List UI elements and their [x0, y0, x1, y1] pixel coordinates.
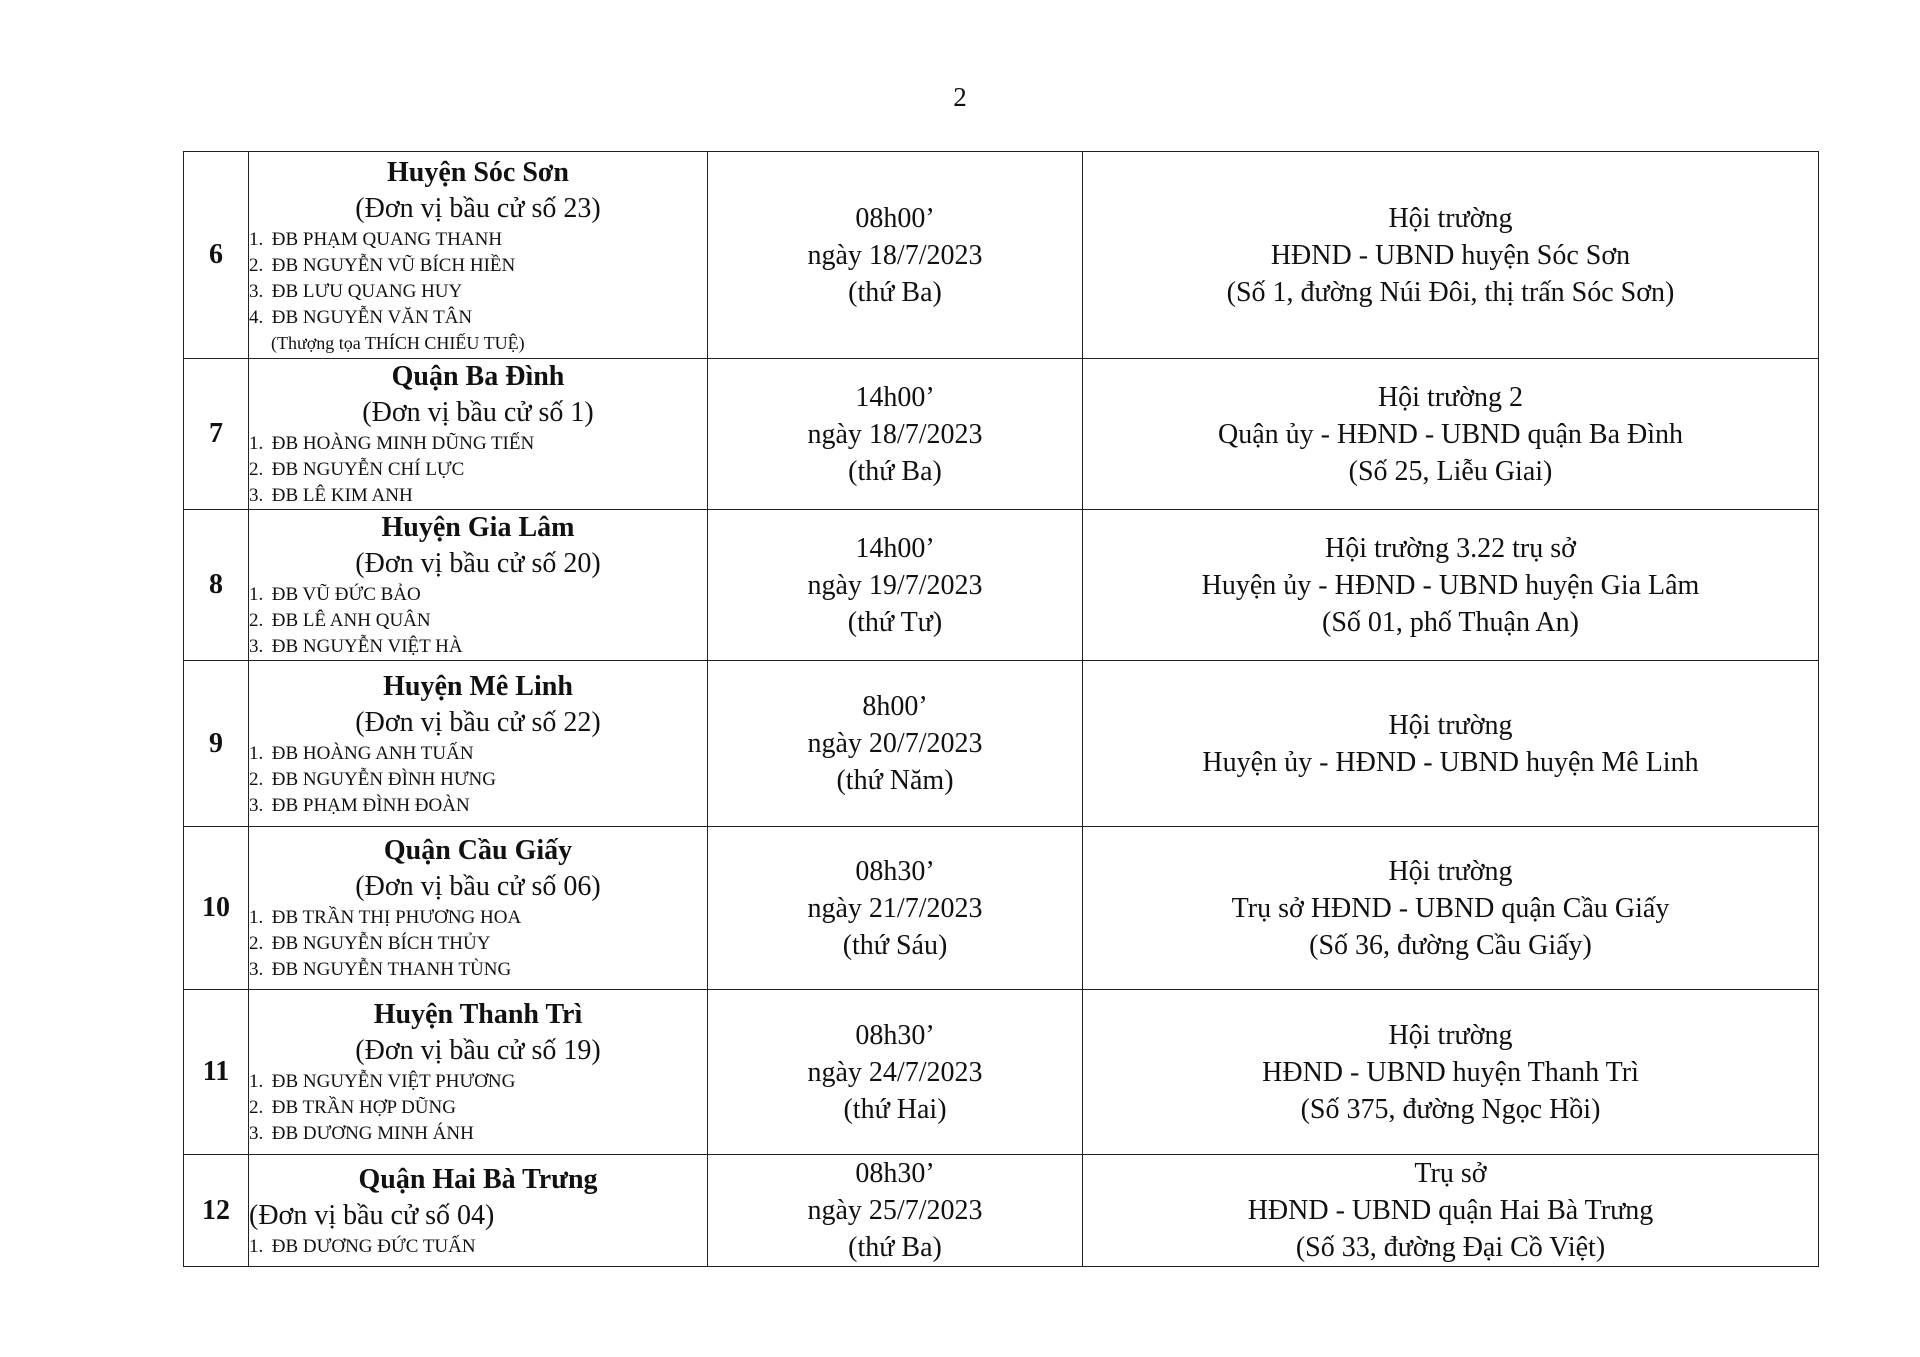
district-name: Huyện Mê Linh: [383, 670, 573, 702]
row-number: 8: [184, 510, 249, 661]
row-number: 10: [184, 827, 249, 990]
delegate-index: 2.: [249, 768, 264, 790]
delegate-item: [249, 305, 707, 331]
delegate-index: 1.: [249, 1235, 264, 1257]
delegate-index: 2.: [249, 610, 264, 631]
delegate-item: [249, 931, 707, 957]
delegate-index: 2.: [249, 933, 264, 954]
delegate-item: [249, 1095, 707, 1121]
venue-cell: [1083, 1155, 1819, 1267]
table-row: [184, 359, 1819, 510]
time-line: (thứ Sáu): [842, 929, 948, 961]
delegate-name: ĐB LƯU QUANG HUY: [271, 281, 463, 302]
district-name: Quận Ba Đình: [391, 361, 565, 392]
time-line: ngày 18/7/2023: [807, 418, 983, 450]
delegate-index: 3.: [249, 959, 264, 980]
time-line: ngày 21/7/2023: [807, 892, 983, 924]
time-line: 08h00’: [855, 202, 935, 234]
delegate-item: [249, 767, 707, 793]
delegate-name: ĐB LÊ ANH QUÂN: [271, 610, 431, 631]
venue-line: HĐND - UBND huyện Thanh Trì: [1262, 1056, 1639, 1088]
district-name: Quận Hai Bà Trưng: [358, 1163, 598, 1195]
delegate-item: [249, 957, 707, 983]
time-cell: [708, 1155, 1083, 1267]
delegate-item: [249, 741, 707, 767]
delegate-item: [249, 1234, 707, 1260]
delegate-index: 2.: [249, 1097, 264, 1118]
venue-line: Trụ sở HĐND - UBND quận Cầu Giấy: [1231, 892, 1670, 924]
row-number: 9: [184, 661, 249, 827]
electoral-unit-cell: [249, 661, 708, 827]
time-line: ngày 25/7/2023: [807, 1195, 983, 1226]
time-line: ngày 19/7/2023: [807, 569, 983, 601]
delegate-item: [249, 457, 707, 483]
electoral-unit-number: (Đơn vị bầu cử số 04): [249, 1199, 495, 1231]
venue-line: Hội trường: [1388, 1019, 1513, 1051]
time-line: 08h30’: [855, 855, 935, 887]
venue-line: (Số 1, đường Núi Đôi, thị trấn Sóc Sơn): [1226, 276, 1675, 308]
delegate-item: [249, 279, 707, 305]
delegate-index: 3.: [249, 485, 264, 506]
venue-line: Hội trường: [1388, 202, 1513, 234]
delegate-index: 1.: [249, 742, 264, 764]
venue-line: (Số 36, đường Cầu Giấy): [1309, 929, 1592, 961]
schedule-body: [184, 152, 1819, 1267]
electoral-unit-cell: [249, 827, 708, 990]
time-line: ngày 24/7/2023: [807, 1056, 983, 1088]
time-cell: [708, 359, 1083, 510]
delegate-name: ĐB NGUYỄN VĂN TÂN: [271, 307, 473, 328]
venue-cell: [1083, 510, 1819, 661]
venue-line: Trụ sở: [1414, 1158, 1487, 1189]
time-line: ngày 18/7/2023: [807, 239, 983, 271]
time-cell: [708, 152, 1083, 359]
delegate-item: [249, 634, 707, 660]
venue-cell: [1083, 152, 1819, 359]
venue-cell: [1083, 990, 1819, 1155]
delegate-index: 2.: [249, 459, 264, 480]
table-row: [184, 1155, 1819, 1267]
delegate-index: 3.: [249, 1123, 264, 1144]
venue-line: (Số 25, Liễu Giai): [1348, 455, 1553, 487]
time-line: (thứ Hai): [843, 1093, 947, 1125]
venue-line: HĐND - UBND huyện Sóc Sơn: [1270, 239, 1631, 271]
venue-line: (Số 33, đường Đại Cồ Việt): [1295, 1232, 1606, 1263]
delegate-index: 1.: [249, 1071, 264, 1092]
electoral-unit-cell: [249, 990, 708, 1155]
table-row: [184, 510, 1819, 661]
delegate-name: ĐB PHẠM ĐÌNH ĐOÀN: [271, 794, 470, 816]
venue-line: Hội trường 2: [1377, 381, 1524, 413]
delegate-name: ĐB NGUYỄN CHÍ LỰC: [271, 459, 465, 480]
electoral-unit-cell: [249, 510, 708, 661]
time-line: (thứ Ba): [848, 455, 942, 487]
time-line: 8h00’: [862, 691, 928, 722]
delegate-item: [249, 608, 707, 634]
delegate-name: ĐB NGUYỄN BÍCH THỦY: [271, 933, 491, 954]
delegate-item: [249, 582, 707, 608]
delegate-item: [249, 793, 707, 819]
delegate-index: 1.: [249, 907, 264, 928]
venue-cell: [1083, 661, 1819, 827]
delegate-item: [249, 1069, 707, 1095]
venue-line: Huyện ủy - HĐND - UBND huyện Mê Linh: [1202, 746, 1699, 778]
delegate-index: 2.: [249, 255, 264, 276]
venue-line: (Số 375, đường Ngọc Hồi): [1300, 1093, 1601, 1125]
venue-cell: [1083, 827, 1819, 990]
delegate-name: ĐB PHẠM QUANG THANH: [271, 229, 503, 250]
district-name: Quận Cầu Giấy: [383, 835, 573, 866]
delegate-name: ĐB NGUYỄN ĐÌNH HƯNG: [271, 768, 497, 790]
venue-line: Hội trường: [1388, 855, 1513, 887]
delegate-index: 1.: [249, 584, 264, 605]
venue-line: HĐND - UBND quận Hai Bà Trưng: [1247, 1195, 1654, 1226]
table-row: [184, 152, 1819, 359]
delegate-name: ĐB TRẦN THỊ PHƯƠNG HOA: [271, 907, 522, 928]
delegate-item: [249, 1121, 707, 1147]
electoral-unit-number: (Đơn vị bầu cử số 1): [362, 397, 594, 428]
delegate-index: 3.: [249, 281, 264, 302]
time-line: 08h30’: [855, 1158, 935, 1189]
delegate-name: ĐB NGUYỄN VIỆT HÀ: [271, 636, 463, 657]
delegate-name: ĐB HOÀNG MINH DŨNG TIẾN: [271, 433, 535, 454]
delegate-name: ĐB NGUYỄN VIỆT PHƯƠNG: [271, 1071, 516, 1092]
row-number: 11: [184, 990, 249, 1155]
venue-line: Huyện ủy - HĐND - UBND huyện Gia Lâm: [1201, 569, 1700, 601]
time-cell: [708, 661, 1083, 827]
delegate-index: 1.: [249, 229, 264, 250]
electoral-unit-number: (Đơn vị bầu cử số 19): [355, 1035, 601, 1066]
delegate-item: [249, 905, 707, 931]
venue-line: Hội trường: [1388, 709, 1513, 741]
time-line: (thứ Tư): [847, 606, 943, 638]
delegate-index: 4.: [249, 307, 264, 328]
delegate-note: (Thượng tọa THÍCH CHIẾU TUỆ): [271, 333, 525, 353]
electoral-unit-cell: [249, 1155, 708, 1267]
table-row: [184, 827, 1819, 990]
time-line: 14h00’: [855, 381, 935, 413]
electoral-unit-number: (Đơn vị bầu cử số 06): [355, 871, 601, 902]
time-line: (thứ Năm): [836, 765, 954, 796]
delegate-item: [249, 227, 707, 253]
electoral-unit-cell: [249, 152, 708, 359]
district-name: Huyện Gia Lâm: [381, 512, 575, 543]
time-line: (thứ Ba): [848, 276, 942, 308]
time-line: 08h30’: [855, 1019, 935, 1051]
delegate-name: ĐB TRẦN HỢP DŨNG: [271, 1097, 456, 1118]
electoral-unit-number: (Đơn vị bầu cử số 23): [355, 193, 601, 224]
delegate-index: 1.: [249, 433, 264, 454]
delegate-name: ĐB NGUYỄN VŨ BÍCH HIỀN: [271, 255, 516, 276]
district-name: Huyện Sóc Sơn: [387, 157, 569, 188]
delegate-name: ĐB LÊ KIM ANH: [271, 485, 413, 506]
delegate-name: ĐB VŨ ĐỨC BẢO: [271, 584, 421, 605]
delegate-name: ĐB DƯƠNG MINH ÁNH: [271, 1123, 474, 1144]
time-cell: [708, 827, 1083, 990]
time-cell: [708, 990, 1083, 1155]
electoral-unit-cell: [249, 359, 708, 510]
row-number: 12: [184, 1155, 249, 1267]
venue-cell: [1083, 359, 1819, 510]
table-row: [184, 661, 1819, 827]
delegate-name: ĐB HOÀNG ANH TUẤN: [271, 742, 474, 764]
time-line: 14h00’: [855, 532, 935, 564]
electoral-unit-number: (Đơn vị bầu cử số 22): [355, 706, 601, 738]
delegate-item: [249, 253, 707, 279]
table-row: [184, 990, 1819, 1155]
electoral-unit-number: (Đơn vị bầu cử số 20): [355, 548, 601, 579]
district-name: Huyện Thanh Trì: [373, 999, 583, 1030]
page-number: 2: [953, 82, 967, 112]
venue-line: Hội trường 3.22 trụ sở: [1325, 532, 1576, 564]
row-number: 7: [184, 359, 249, 510]
delegate-name: ĐB DƯƠNG ĐỨC TUẤN: [271, 1235, 476, 1257]
row-number: 6: [184, 152, 249, 359]
time-cell: [708, 510, 1083, 661]
delegate-item: [249, 431, 707, 457]
delegate-index: 3.: [249, 636, 264, 657]
meeting-schedule-table: [183, 151, 1819, 1267]
delegate-index: 3.: [249, 794, 264, 816]
time-line: (thứ Ba): [848, 1232, 942, 1263]
venue-line: (Số 01, phố Thuận An): [1322, 606, 1579, 638]
delegate-item: [249, 483, 707, 509]
time-line: ngày 20/7/2023: [807, 728, 983, 759]
delegate-name: ĐB NGUYỄN THANH TÙNG: [271, 959, 512, 980]
venue-line: Quận ủy - HĐND - UBND quận Ba Đình: [1217, 418, 1684, 450]
